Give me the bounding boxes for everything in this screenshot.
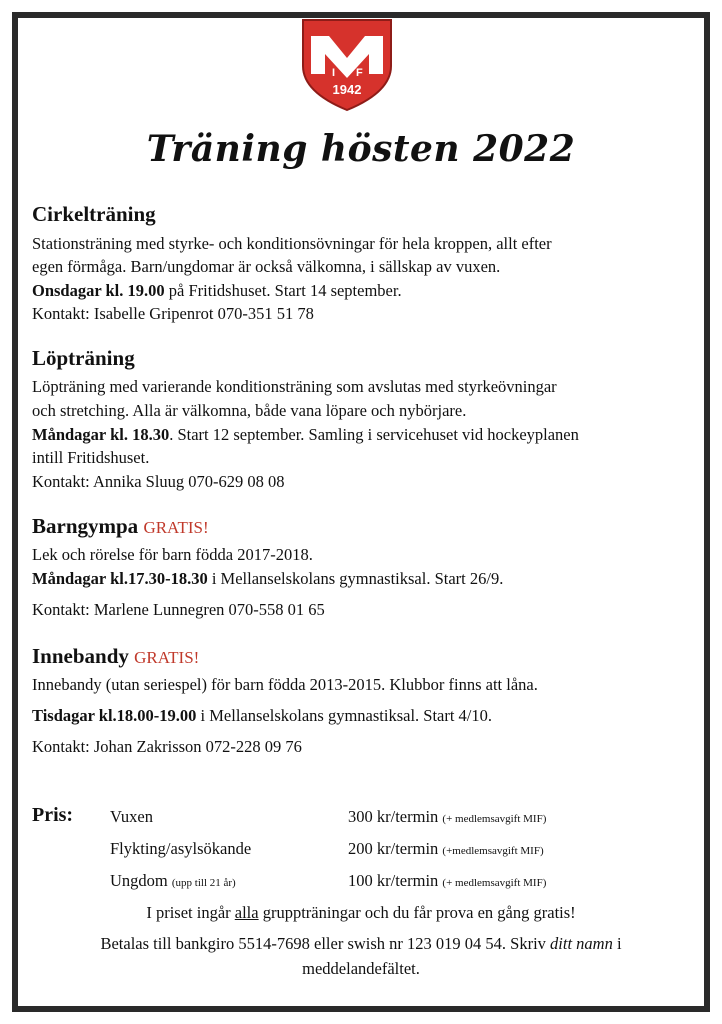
- cirkel-place: på Fritidshuset. Start 14 september.: [164, 281, 402, 300]
- payment-info: [40, 931, 682, 981]
- logo-letter-i: I: [332, 67, 336, 79]
- payment-text-post: i: [612, 934, 622, 953]
- price-amount: 100 kr/termin: [348, 871, 439, 890]
- club-logo: [297, 14, 397, 114]
- barngympa-time: Måndagar kl.17.30-18.30: [32, 569, 208, 588]
- price-category-label: Flykting/asylsökande: [110, 839, 252, 858]
- price-category-note: (upp till 21 år): [171, 877, 236, 889]
- pricing-includes: [40, 900, 682, 925]
- innebandy-place: i Mellanselskolans gymnastiksal. Start 4/10.: [196, 706, 493, 725]
- lop-schedule-2: intill Fritidshuset.: [32, 448, 150, 467]
- price-note: (+ medlemsavgift MIF): [442, 813, 547, 825]
- includes-text-underline: alla: [234, 903, 259, 922]
- barngympa-schedule: [32, 567, 503, 590]
- cirkel-desc-2: egen förmåga. Barn/ungdomar är också välkomna, i sällskap av vuxen.: [32, 257, 501, 276]
- price-category: [110, 871, 236, 891]
- lop-contact: Kontakt: Annika Sluug 070-629 08 08: [32, 472, 285, 491]
- price-category: [110, 839, 251, 859]
- payment-text-italic: ditt namn: [550, 934, 613, 953]
- lop-time: Måndagar kl. 18.30: [32, 425, 170, 444]
- lop-place: . Start 12 september. Samling i servicehuset vid hockeyplanen: [169, 425, 579, 444]
- innebandy-gratis-badge: GRATIS!: [134, 648, 200, 667]
- price-value: [348, 871, 546, 891]
- innebandy-title: Innebandy: [32, 644, 129, 668]
- innebandy-desc: Innebandy (utan seriespel) för barn födda 2013-2015. Klubbor finns att låna.: [32, 675, 538, 694]
- cirkel-schedule: [32, 279, 402, 302]
- price-category: [110, 807, 153, 827]
- payment-text-pre: Betalas till bankgiro 5514-7698 eller swish nr 123 019 04 54. Skriv: [100, 934, 551, 953]
- heading-loptraning: Löpträning: [32, 346, 135, 370]
- cirkel-time: Onsdagar kl. 19.00: [32, 281, 165, 300]
- lop-schedule: [32, 423, 579, 446]
- price-value: [348, 839, 544, 859]
- innebandy-time: Tisdagar kl.18.00-19.00: [32, 706, 197, 725]
- barngympa-contact: Kontakt: Marlene Lunnegren 070-558 01 65: [32, 600, 325, 619]
- lop-desc-1: Löpträning med varierande konditionsträning som avslutas med styrkeövningar: [32, 377, 557, 396]
- innebandy-schedule: [32, 704, 492, 727]
- barngympa-desc: Lek och rörelse för barn födda 2017-2018.: [32, 545, 313, 564]
- includes-text-pre: I priset ingår: [146, 903, 235, 922]
- heading-innebandy: [32, 644, 199, 669]
- logo-year: 1942: [332, 82, 362, 97]
- payment-text-line2: meddelandefältet.: [302, 959, 420, 978]
- cirkel-contact: Kontakt: Isabelle Gripenrot 070-351 51 78: [32, 304, 314, 323]
- price-note: (+ medlemsavgift MIF): [442, 877, 547, 889]
- barngympa-title: Barngympa: [32, 514, 139, 538]
- includes-text-post: gruppträningar och du får prova en gång gratis!: [258, 903, 576, 922]
- heading-cirkeltraning: Cirkelträning: [32, 202, 156, 226]
- price-amount: 300 kr/termin: [348, 807, 439, 826]
- price-category-label: Vuxen: [110, 807, 153, 826]
- lop-desc-2: och stretching. Alla är välkomna, både vana löpare och nybörjare.: [32, 401, 467, 420]
- logo-letter-f: F: [356, 67, 363, 79]
- cirkel-desc-1: Stationsträning med styrke- och konditionsövningar för hela kroppen, allt efter: [32, 234, 552, 253]
- heading-barngympa: [32, 514, 209, 539]
- price-note: (+medlemsavgift MIF): [442, 845, 544, 857]
- price-category-label: Ungdom: [110, 871, 168, 890]
- price-value: [348, 807, 546, 827]
- pricing-label: Pris:: [32, 804, 74, 826]
- page-title: Träning hösten 2022: [146, 128, 576, 170]
- barngympa-gratis-badge: GRATIS!: [143, 518, 209, 537]
- price-amount: 200 kr/termin: [348, 839, 439, 858]
- innebandy-contact: Kontakt: Johan Zakrisson 072-228 09 76: [32, 737, 302, 756]
- barngympa-place: i Mellanselskolans gymnastiksal. Start 26/9.: [207, 569, 504, 588]
